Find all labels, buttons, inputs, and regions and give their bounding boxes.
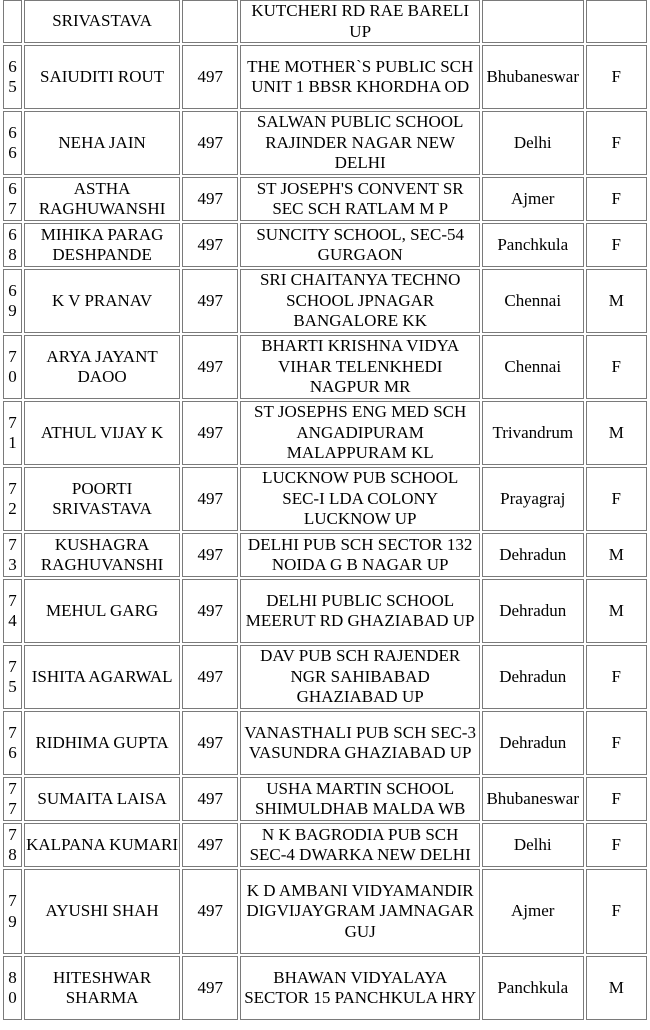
candidate-name-cell: MEHUL GARG bbox=[24, 579, 180, 643]
table-row bbox=[3, 177, 647, 221]
serial-cell: 69 bbox=[3, 269, 22, 333]
serial-cell: 66 bbox=[3, 111, 22, 175]
table-row bbox=[3, 335, 647, 399]
candidate-name-cell: RIDHIMA GUPTA bbox=[24, 711, 180, 775]
gender-cell: F bbox=[586, 467, 647, 531]
gender-cell: M bbox=[586, 956, 647, 1020]
serial-cell: 68 bbox=[3, 223, 22, 267]
table-row bbox=[3, 269, 647, 333]
candidate-name-cell: SAIUDITI ROUT bbox=[24, 45, 180, 109]
score-cell: 497 bbox=[182, 269, 238, 333]
score-cell: 497 bbox=[182, 777, 238, 821]
score-cell: 497 bbox=[182, 401, 238, 465]
candidate-name-cell: MIHIKA PARAG DESHPANDE bbox=[24, 223, 180, 267]
school-cell: DELHI PUBLIC SCHOOL MEERUT RD GHAZIABAD UP bbox=[240, 579, 480, 643]
serial-cell bbox=[3, 0, 22, 43]
table-row bbox=[3, 111, 647, 175]
city-cell: Delhi bbox=[482, 111, 584, 175]
table-row bbox=[3, 777, 647, 821]
city-cell: Dehradun bbox=[482, 711, 584, 775]
school-cell: USHA MARTIN SCHOOL SHIMULDHAB MALDA WB bbox=[240, 777, 480, 821]
city-cell: Ajmer bbox=[482, 869, 584, 954]
table-row bbox=[3, 467, 647, 531]
serial-cell: 79 bbox=[3, 869, 22, 954]
candidate-name-cell: SRIVASTAVA bbox=[24, 0, 180, 43]
gender-cell: F bbox=[586, 869, 647, 954]
city-cell: Panchkula bbox=[482, 956, 584, 1020]
score-cell: 497 bbox=[182, 177, 238, 221]
results-table bbox=[1, 0, 649, 1022]
candidate-name-cell: NEHA JAIN bbox=[24, 111, 180, 175]
gender-cell: F bbox=[586, 223, 647, 267]
score-cell: 497 bbox=[182, 956, 238, 1020]
candidate-name-cell: ASTHA RAGHUWANSHI bbox=[24, 177, 180, 221]
serial-cell: 74 bbox=[3, 579, 22, 643]
serial-cell: 76 bbox=[3, 711, 22, 775]
school-cell: VANASTHALI PUB SCH SEC-3 VASUNDRA GHAZIABAD UP bbox=[240, 711, 480, 775]
gender-cell: F bbox=[586, 335, 647, 399]
city-cell: Dehradun bbox=[482, 579, 584, 643]
score-cell: 497 bbox=[182, 869, 238, 954]
serial-cell: 78 bbox=[3, 823, 22, 867]
candidate-name-cell: K V PRANAV bbox=[24, 269, 180, 333]
school-cell: THE MOTHER`S PUBLIC SCH UNIT 1 BBSR KHORDHA OD bbox=[240, 45, 480, 109]
candidate-name-cell: AYUSHI SHAH bbox=[24, 869, 180, 954]
school-cell: ST JOSEPHS ENG MED SCH ANGADIPURAM MALAPPURAM KL bbox=[240, 401, 480, 465]
candidate-name-cell: ATHUL VIJAY K bbox=[24, 401, 180, 465]
table-row bbox=[3, 401, 647, 465]
table-row bbox=[3, 533, 647, 577]
serial-cell: 71 bbox=[3, 401, 22, 465]
table-row bbox=[3, 823, 647, 867]
table-row bbox=[3, 956, 647, 1020]
city-cell: Chennai bbox=[482, 269, 584, 333]
school-cell: SUNCITY SCHOOL, SEC-54 GURGAON bbox=[240, 223, 480, 267]
gender-cell: F bbox=[586, 177, 647, 221]
score-cell: 497 bbox=[182, 711, 238, 775]
serial-cell: 70 bbox=[3, 335, 22, 399]
score-cell: 497 bbox=[182, 823, 238, 867]
table-row bbox=[3, 579, 647, 643]
serial-cell: 75 bbox=[3, 645, 22, 709]
table-row bbox=[3, 869, 647, 954]
table-row bbox=[3, 645, 647, 709]
city-cell: Dehradun bbox=[482, 645, 584, 709]
gender-cell: F bbox=[586, 777, 647, 821]
score-cell: 497 bbox=[182, 111, 238, 175]
gender-cell: F bbox=[586, 45, 647, 109]
city-cell: Delhi bbox=[482, 823, 584, 867]
table-row bbox=[3, 711, 647, 775]
school-cell: ST JOSEPH'S CONVENT SR SEC SCH RATLAM M P bbox=[240, 177, 480, 221]
score-cell: 497 bbox=[182, 45, 238, 109]
score-cell: 497 bbox=[182, 467, 238, 531]
city-cell bbox=[482, 0, 584, 43]
school-cell: BHAWAN VIDYALAYA SECTOR 15 PANCHKULA HRY bbox=[240, 956, 480, 1020]
gender-cell: M bbox=[586, 401, 647, 465]
city-cell: Ajmer bbox=[482, 177, 584, 221]
serial-cell: 72 bbox=[3, 467, 22, 531]
gender-cell: M bbox=[586, 579, 647, 643]
city-cell: Trivandrum bbox=[482, 401, 584, 465]
gender-cell: F bbox=[586, 645, 647, 709]
gender-cell bbox=[586, 0, 647, 43]
city-cell: Chennai bbox=[482, 335, 584, 399]
city-cell: Bhubaneswar bbox=[482, 777, 584, 821]
candidate-name-cell: HITESHWAR SHARMA bbox=[24, 956, 180, 1020]
school-cell: DELHI PUB SCH SECTOR 132 NOIDA G B NAGAR UP bbox=[240, 533, 480, 577]
gender-cell: F bbox=[586, 823, 647, 867]
candidate-name-cell: SUMAITA LAISA bbox=[24, 777, 180, 821]
gender-cell: M bbox=[586, 269, 647, 333]
school-cell: KUTCHERI RD RAE BARELI UP bbox=[240, 0, 480, 43]
score-cell: 497 bbox=[182, 223, 238, 267]
serial-cell: 65 bbox=[3, 45, 22, 109]
score-cell: 497 bbox=[182, 645, 238, 709]
candidate-name-cell: KALPANA KUMARI bbox=[24, 823, 180, 867]
school-cell: SRI CHAITANYA TECHNO SCHOOL JPNAGAR BANGALORE KK bbox=[240, 269, 480, 333]
serial-cell: 67 bbox=[3, 177, 22, 221]
serial-cell: 77 bbox=[3, 777, 22, 821]
gender-cell: F bbox=[586, 111, 647, 175]
school-cell: K D AMBANI VIDYAMANDIR DIGVIJAYGRAM JAMNAGAR GUJ bbox=[240, 869, 480, 954]
school-cell: LUCKNOW PUB SCHOOL SEC-I LDA COLONY LUCKNOW UP bbox=[240, 467, 480, 531]
school-cell: BHARTI KRISHNA VIDYA VIHAR TELENKHEDI NAGPUR MR bbox=[240, 335, 480, 399]
table-row bbox=[3, 0, 647, 43]
city-cell: Dehradun bbox=[482, 533, 584, 577]
school-cell: N K BAGRODIA PUB SCH SEC-4 DWARKA NEW DELHI bbox=[240, 823, 480, 867]
school-cell: SALWAN PUBLIC SCHOOL RAJINDER NAGAR NEW DELHI bbox=[240, 111, 480, 175]
table-row bbox=[3, 45, 647, 109]
serial-cell: 80 bbox=[3, 956, 22, 1020]
table-row bbox=[3, 223, 647, 267]
city-cell: Prayagraj bbox=[482, 467, 584, 531]
candidate-name-cell: POORTI SRIVASTAVA bbox=[24, 467, 180, 531]
candidate-name-cell: KUSHAGRA RAGHUVANSHI bbox=[24, 533, 180, 577]
serial-cell: 73 bbox=[3, 533, 22, 577]
score-cell: 497 bbox=[182, 335, 238, 399]
results-table-body bbox=[3, 0, 647, 1020]
city-cell: Panchkula bbox=[482, 223, 584, 267]
city-cell: Bhubaneswar bbox=[482, 45, 584, 109]
score-cell: 497 bbox=[182, 579, 238, 643]
candidate-name-cell: ISHITA AGARWAL bbox=[24, 645, 180, 709]
gender-cell: F bbox=[586, 711, 647, 775]
score-cell: 497 bbox=[182, 533, 238, 577]
gender-cell: M bbox=[586, 533, 647, 577]
candidate-name-cell: ARYA JAYANT DAOO bbox=[24, 335, 180, 399]
score-cell bbox=[182, 0, 238, 43]
school-cell: DAV PUB SCH RAJENDER NGR SAHIBABAD GHAZIABAD UP bbox=[240, 645, 480, 709]
